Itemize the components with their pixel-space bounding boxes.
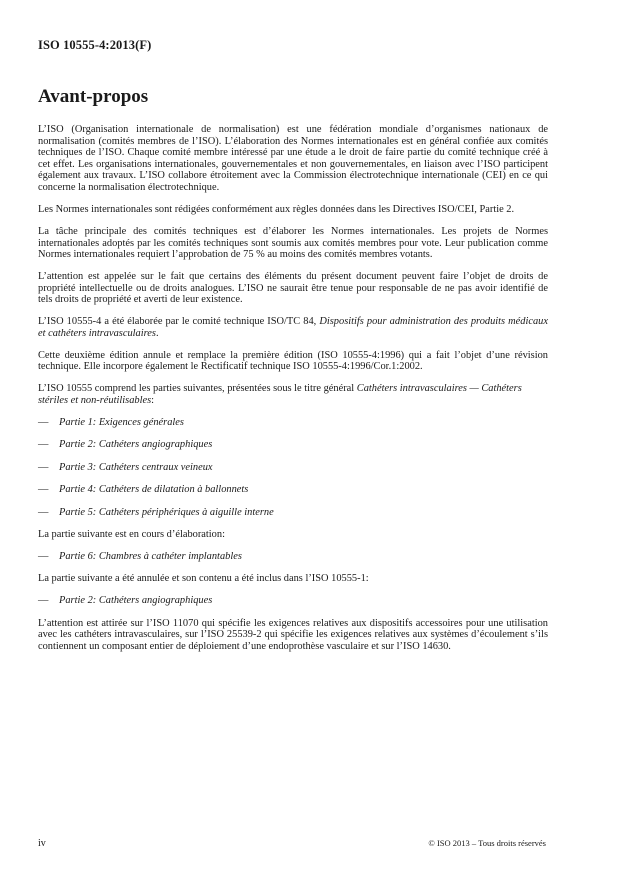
part-title: Partie 2: Cathéters angiographiques xyxy=(59,439,213,451)
list-item-part xyxy=(38,595,548,607)
list-dash: — xyxy=(38,506,49,518)
list-dash: — xyxy=(38,484,49,496)
list-item-part xyxy=(38,484,548,496)
prepared-by-end: . xyxy=(155,327,159,339)
list-dash: — xyxy=(38,417,49,429)
paragraph-related-standards: L’attention est attirée sur l’ISO 11070 qui spécifie les exigences relatives aux dispositifs accessoires pour une utilisation avec les cathéters intravasculaires, sur l’ISO 25539-2 qui spécifie les exigences relatives aux systèmes d’écoulement s’ils contiennent un composant entier de déploiement d’une endoprothèse vasculaire et sur l’ISO 14630. xyxy=(38,617,548,652)
list-dash: — xyxy=(38,595,49,607)
page-title: Avant-propos xyxy=(38,86,149,107)
parts-intro-text: L’ISO 10555 comprend les parties suivantes, présentées sous le titre général xyxy=(38,383,357,395)
part-title: Partie 2: Cathéters angiographiques xyxy=(59,595,213,607)
part-title: Partie 4: Cathéters de dilatation à ballonnets xyxy=(59,484,249,496)
page-number: iv xyxy=(38,838,46,849)
paragraph-prepared-by xyxy=(38,316,548,339)
part-title: Partie 5: Cathéters périphériques à aiguille interne xyxy=(59,506,274,518)
committee-title: Dispositifs pour administration des produits médicaux et cathéters intravasculaires xyxy=(38,316,548,339)
part-title: Partie 6: Chambres à cathéter implantables xyxy=(59,550,242,562)
list-item-part xyxy=(38,462,548,474)
paragraph-parts-intro xyxy=(38,383,548,406)
list-item-part xyxy=(38,551,548,563)
foreword-body xyxy=(38,124,548,663)
list-dash: — xyxy=(38,550,49,562)
paragraph-iso-intro: L’ISO (Organisation internationale de normalisation) est une fédération mondiale d’organismes nationaux de normalisation (comités membres de l’ISO). L’élaboration des Normes internationales est en général confiée aux comités techniques de l’ISO. Chaque comité membre intéressé par une étude a le droit de faire partie du comité technique créé à cet effet. Les organisations internationales, gouvernementales et non gouvernementales, en liaison avec l’ISO participent également aux travaux. L’ISO collabore étroitement avec la Commission électrotechnique internationale (CEI) en ce qui concerne la normalisation électrotechnique. xyxy=(38,124,548,193)
paragraph-withdrawn: La partie suivante a été annulée et son contenu a été inclus dans l’ISO 10555-1: xyxy=(38,573,369,585)
paragraph-edition: Cette deuxième édition annule et remplace la première édition (ISO 10555-4:1996) qui a fait l’objet d’une révision technique. Elle incorpore également le Rectificatif technique ISO 10555-4:1996/Cor.1:2002. xyxy=(38,349,548,373)
paragraph-patent-rights: L’attention est appelée sur le fait que certains des éléments du présent document peuvent faire l’objet de droits de propriété intellectuelle ou de droits analogues. L’ISO ne saurait être tenue pour responsable de ne pas avoir identifié de tels droits de propriété et averti de leur existence. xyxy=(38,271,548,306)
part-title: Partie 1: Exigences générales xyxy=(59,417,184,429)
copyright-notice: © ISO 2013 – Tous droits réservés xyxy=(428,838,546,848)
list-dash: — xyxy=(38,461,49,473)
list-item-part xyxy=(38,417,548,429)
prepared-by-text: L’ISO 10555-4 a été élaborée par le comité technique ISO/TC 84, xyxy=(38,316,320,328)
paragraph-in-progress: La partie suivante est en cours d’élaboration: xyxy=(38,528,225,540)
list-item-part xyxy=(38,507,548,519)
parts-intro-end: : xyxy=(151,395,155,407)
part-title: Partie 3: Cathéters centraux veineux xyxy=(59,461,213,473)
document-id-header: ISO 10555-4:2013(F) xyxy=(38,38,152,52)
list-dash: — xyxy=(38,439,49,451)
paragraph-directives: Les Normes internationales sont rédigées conformément aux règles données dans les Directives ISO/CEI, Partie 2. xyxy=(38,203,515,215)
paragraph-technical-committees: La tâche principale des comités techniques est d’élaborer les Normes internationales. Les projets de Normes internationales adoptés par les comités techniques sont soumis aux comités membres pour vote. Leur publication comme Normes internationales requiert l’approbation de 75 % au moins des comités membres votants. xyxy=(38,225,548,261)
list-item-part xyxy=(38,439,548,451)
general-title: Cathéters intravasculaires — Cathéters stériles et non-réutilisables xyxy=(38,383,522,407)
page-footer xyxy=(38,838,546,849)
